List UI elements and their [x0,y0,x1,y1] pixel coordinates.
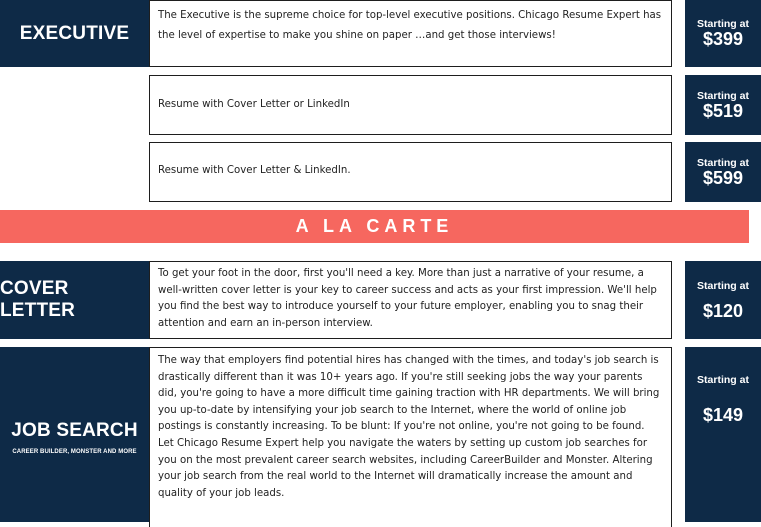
price-box [685,142,761,202]
price-value: $519 [702,100,744,121]
package-row-executive [0,0,761,67]
service-row-job-search [0,347,761,522]
package-description: Resume with Cover Letter & LinkedIn. [149,142,672,202]
price-box [685,261,761,339]
price-box [685,75,761,135]
package-row-resume-cover-and-linkedin [0,142,761,202]
starting-at-label: Starting at [697,280,749,292]
starting-at-label: Starting at [697,156,749,169]
description-paragraph: Let Chicago Resume Expert help you navigate the waters by setting up custom job searches for you on the most prevalent career search websites, including CareerBuilder and Monster. Altering your job search from the real world to the Internet will dramatically increase the amount and quality of your job leads. [158,437,653,499]
package-description: The Executive is the supreme choice for top-level executive positions. Chicago Resume Expert has the level of expertise to make you shine on paper …and get those interviews! [149,0,672,67]
service-subtitle: CAREER BUILDER, MONSTER AND MORE [12,449,137,455]
service-label-job-search [0,347,149,522]
package-title: EXECUTIVE [19,22,130,44]
price-value: $599 [702,167,744,188]
service-description: To get your foot in the door, first you'll need a key. More than just a narrative of your resume, a well-written cover letter is your key to career success and acts as your first impression. We'll help you find the best way to introduce yourself to your future employer, enabling you to snag their attention and earn an in-person interview. [149,261,672,339]
service-title: COVER LETTER [0,278,76,321]
service-label-cover-letter [0,261,149,339]
starting-at-label: Starting at [697,18,749,30]
starting-at-label: Starting at [697,374,749,386]
price-value: $120 [702,301,744,321]
package-row-resume-cover-or-linkedin [0,75,761,135]
package-description: Resume with Cover Letter or LinkedIn [149,75,672,135]
price-value: $149 [702,405,744,425]
service-row-cover-letter [0,261,761,339]
service-description [149,347,672,527]
starting-at-label: Starting at [697,89,749,102]
price-box [685,347,761,522]
package-label-executive [0,0,149,67]
price-value: $399 [702,29,744,49]
service-title: JOB SEARCH [11,420,138,441]
a-la-carte-banner: A LA CARTE [0,210,749,243]
description-paragraph: The way that employers find potential hires has changed with the times, and today's job search is drastically different than it was 10+ years ago. If you're still seeking jobs the way your parents did, you're going to have a more difficult time gaining traction with HR departments. We will bring you up-to-date by intensifying your job search to the Internet, where the world of online job postings is constantly increasing. To be blunt: If you're not online, you're not going to be found. [158,355,660,433]
price-box [685,0,761,67]
